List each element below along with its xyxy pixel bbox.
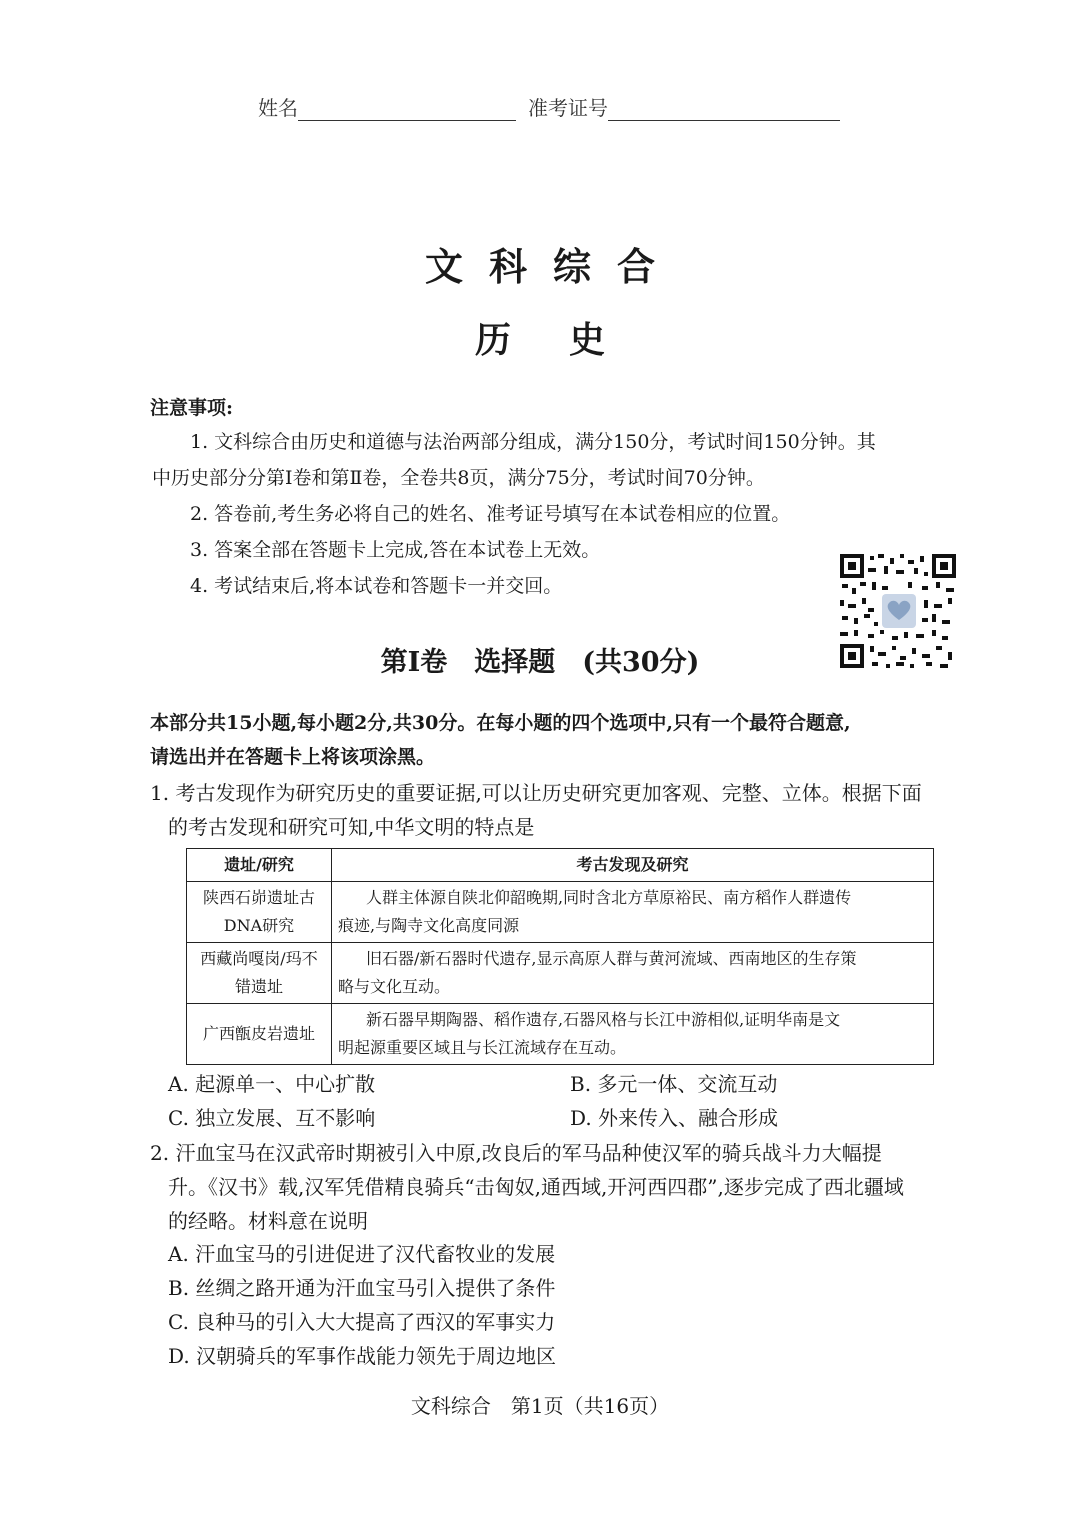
table-row	[187, 943, 934, 1004]
q1-stem-line1: 1. 考古发现作为研究历史的重要证据,可以让历史研究更加客观、完整、立体。根据下面	[150, 781, 922, 805]
table-cell-site: 西藏尚嘎岗/玛不 错遗址	[187, 943, 332, 1004]
table-cell-site: 广西甑皮岩遗址	[187, 1004, 332, 1065]
section-title: 第Ⅰ卷 选择题 (共30分)	[380, 647, 700, 678]
ticket-field-label	[528, 92, 840, 121]
q1-option-c: C. 独立发展、互不影响	[168, 1106, 376, 1130]
table-header-row	[187, 849, 934, 882]
note-item-2: 2. 答卷前,考生务必将自己的姓名、准考证号填写在本试卷相应的位置。	[190, 503, 791, 525]
page-title: 文科综合	[424, 244, 681, 289]
q1-stem-line2: 的考古发现和研究可知,中华文明的特点是	[168, 815, 535, 839]
q1-option-d: D. 外来传入、融合形成	[570, 1106, 779, 1130]
archaeology-table	[186, 848, 934, 1065]
note-item-1-cont: 中历史部分分第Ⅰ卷和第Ⅱ卷，全卷共8页，满分75分，考试时间70分钟。	[152, 467, 765, 489]
page-footer: 文科综合 第1页（共16页）	[410, 1394, 670, 1418]
ticket-label: 准考证号	[528, 96, 608, 120]
table-cell-site: 陕西石峁遗址古 DNA研究	[187, 882, 332, 943]
q2-option-a: A. 汗血宝马的引进促进了汉代畜牧业的发展	[168, 1242, 556, 1266]
notes-heading: 注意事项:	[150, 397, 234, 419]
name-label: 姓名	[258, 96, 298, 120]
table-row	[187, 882, 934, 943]
q2-option-d: D. 汉朝骑兵的军事作战能力领先于周边地区	[168, 1344, 557, 1368]
q2-option-b: B. 丝绸之路开通为汗血宝马引入提供了条件	[168, 1276, 556, 1300]
table-header-site: 遗址/研究	[187, 849, 332, 882]
table-header-finding: 考古发现及研究	[332, 849, 934, 882]
table-cell-finding: 旧石器/新石器时代遗存,显示高原人群与黄河流域、西南地区的生存策 略与文化互动。	[332, 943, 934, 1004]
ticket-blank-line	[608, 98, 840, 121]
table-cell-finding: 人群主体源自陕北仰韶晚期,同时含北方草原裕民、南方稻作人群遗传 痕迹,与陶寺文化高度同源	[332, 882, 934, 943]
note-item-4: 4. 考试结束后,将本试卷和答题卡一并交回。	[190, 575, 563, 597]
q2-stem-line1: 2. 汗血宝马在汉武帝时期被引入中原,改良后的军马品种使汉军的骑兵战斗力大幅提	[150, 1141, 882, 1165]
section-instructions-line2: 请选出并在答题卡上将该项涂黑。	[150, 746, 436, 768]
name-field-label	[258, 92, 516, 121]
q2-stem-line2: 升。《汉书》载,汉军凭借精良骑兵“击匈奴,通西域,开河西四郡”,逐步完成了西北疆域	[168, 1175, 904, 1199]
subject-title: 历史	[474, 319, 663, 361]
table-cell-finding: 新石器早期陶器、稻作遗存,石器风格与长江中游相似,证明华南是文 明起源重要区域且与长江流域存在互动。	[332, 1004, 934, 1065]
name-blank-line	[298, 98, 516, 121]
table-row	[187, 1004, 934, 1065]
note-item-3: 3. 答案全部在答题卡上完成,答在本试卷上无效。	[190, 539, 601, 561]
q1-option-b: B. 多元一体、交流互动	[570, 1072, 778, 1096]
q2-option-c: C. 良种马的引入大大提高了西汉的军事实力	[168, 1310, 556, 1334]
section-instructions-line1: 本部分共15小题,每小题2分,共30分。在每小题的四个选项中,只有一个最符合题意,	[150, 712, 851, 734]
note-item-1: 1. 文科综合由历史和道德与法治两部分组成，满分150分，考试时间150分钟。其	[190, 431, 876, 453]
q1-option-a: A. 起源单一、中心扩散	[168, 1072, 376, 1096]
q2-stem-line3: 的经略。材料意在说明	[168, 1209, 368, 1233]
